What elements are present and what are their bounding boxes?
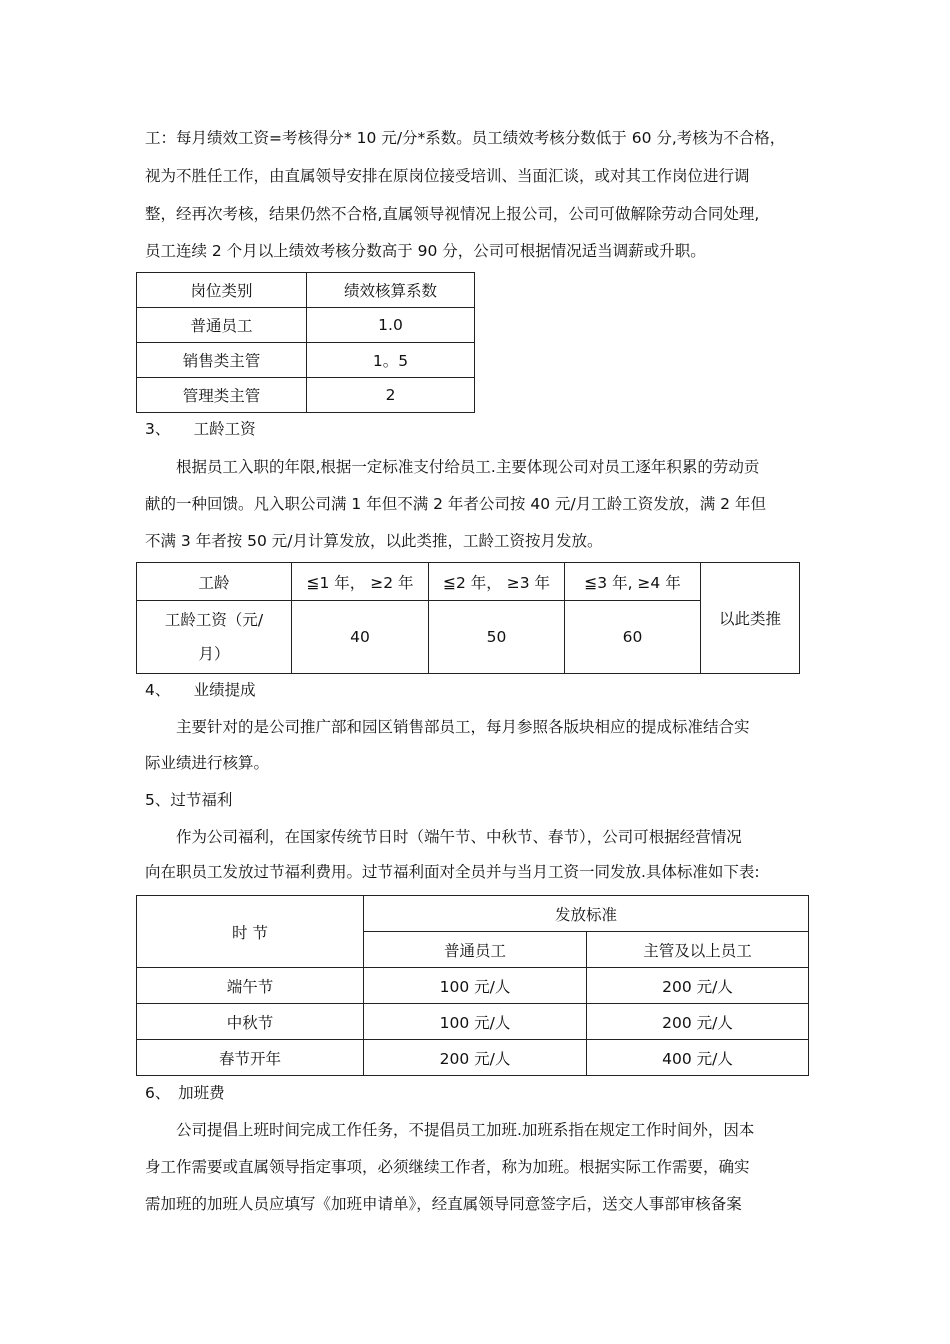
paragraph-line: 视为不胜任工作，由直属领导安排在原岗位接受培训、当面汇谈，或对其工作岗位进行调 [145, 167, 750, 185]
table-row [137, 968, 809, 1004]
table-header-cell: 岗位类别 [137, 273, 307, 308]
paragraph-line: 需加班的加班人员应填写《加班申请单》，经直属领导同意签字后，送交人事部审核备案 [145, 1195, 742, 1213]
table-header-row [137, 896, 809, 932]
table-cell: 普通员工 [137, 308, 307, 343]
section-heading: 6、 加班费 [145, 1084, 225, 1102]
table-cell: 春节开年 [137, 1040, 364, 1076]
holiday-benefit-table [136, 895, 809, 1076]
table-header-cell: 主管及以上员工 [587, 932, 809, 968]
section-heading: 5、过节福利 [145, 791, 233, 809]
table-cell: 400 元/人 [587, 1040, 809, 1076]
paragraph-line: 际业绩进行核算。 [145, 754, 270, 772]
coefficient-table [136, 272, 475, 413]
table-header-cell: ≦3 年, ≥4 年 [565, 563, 701, 601]
table-cell: 60 [565, 601, 701, 674]
table-cell: 端午节 [137, 968, 364, 1004]
table-header-cell: 普通员工 [364, 932, 587, 968]
table-row [137, 378, 475, 413]
table-cell: 1。5 [307, 343, 475, 378]
paragraph-line: 身工作需要或直属领导指定事项，必须继续工作者，称为加班。根据实际工作需要，确实 [145, 1158, 750, 1176]
section-heading: 4、 业绩提成 [145, 681, 256, 699]
table-cell [137, 601, 292, 674]
paragraph-line: 献的一种回馈。凡入职公司满 1 年但不满 2 年者公司按 40 元/月工龄工资发放，满 2 年但 [145, 495, 766, 513]
paragraph-line: 根据员工入职的年限,根据一定标准支付给员工.主要体现公司对员工逐年积累的劳动贡 [176, 458, 760, 476]
table-cell: 以此类推 [701, 563, 800, 674]
table-header-cell: 时 节 [137, 896, 364, 968]
table-row [137, 601, 800, 674]
paragraph-line: 向在职员工发放过节福利费用。过节福利面对全员并与当月工资一同发放.具体标准如下表: [145, 863, 760, 881]
table-cell: 中秋节 [137, 1004, 364, 1040]
table-cell: 2 [307, 378, 475, 413]
paragraph-line: 整，经再次考核，结果仍然不合格,直属领导视情况上报公司，公司可做解除劳动合同处理, [145, 205, 760, 223]
cell-label-line: 工龄工资（元/ [164, 611, 264, 629]
table-cell: 40 [292, 601, 429, 674]
table-cell: 1.0 [307, 308, 475, 343]
table-cell: 销售类主管 [137, 343, 307, 378]
table-cell: 200 元/人 [364, 1040, 587, 1076]
table-header-cell: 绩效核算系数 [307, 273, 475, 308]
seniority-pay-table [136, 562, 800, 674]
table-header-cell: 工龄 [137, 563, 292, 601]
table-cell: 200 元/人 [587, 968, 809, 1004]
paragraph-line: 员工连续 2 个月以上绩效考核分数高于 90 分，公司可根据情况适当调薪或升职。 [145, 242, 706, 260]
table-cell: 管理类主管 [137, 378, 307, 413]
paragraph-line: 主要针对的是公司推广部和园区销售部员工，每月参照各版块相应的提成标准结合实 [176, 718, 750, 736]
table-row [137, 343, 475, 378]
table-cell: 100 元/人 [364, 1004, 587, 1040]
table-row [137, 308, 475, 343]
table-header-cell: ≦1 年， ≥2 年 [292, 563, 429, 601]
table-row [137, 1040, 809, 1076]
paragraph-line: 不满 3 年者按 50 元/月计算发放，以此类推，工龄工资按月发放。 [145, 532, 603, 550]
table-header-row [137, 273, 475, 308]
paragraph-line: 工：每月绩效工资=考核得分* 10 元/分*系数。员工绩效考核分数低于 60 分,考核为不合格， [145, 129, 786, 147]
table-cell: 200 元/人 [587, 1004, 809, 1040]
section-heading: 3、 工龄工资 [145, 420, 256, 438]
paragraph-line: 公司提倡上班时间完成工作任务，不提倡员工加班.加班系指在规定工作时间外，因本 [176, 1121, 755, 1139]
table-header-cell: 发放标准 [364, 896, 809, 932]
table-header-cell: ≦2 年， ≥3 年 [429, 563, 565, 601]
table-row [137, 563, 800, 601]
table-cell: 50 [429, 601, 565, 674]
table-row [137, 1004, 809, 1040]
paragraph-line: 作为公司福利，在国家传统节日时（端午节、中秋节、春节），公司可根据经营情况 [176, 828, 742, 846]
cell-label-line: 月） [198, 645, 230, 663]
table-cell: 100 元/人 [364, 968, 587, 1004]
